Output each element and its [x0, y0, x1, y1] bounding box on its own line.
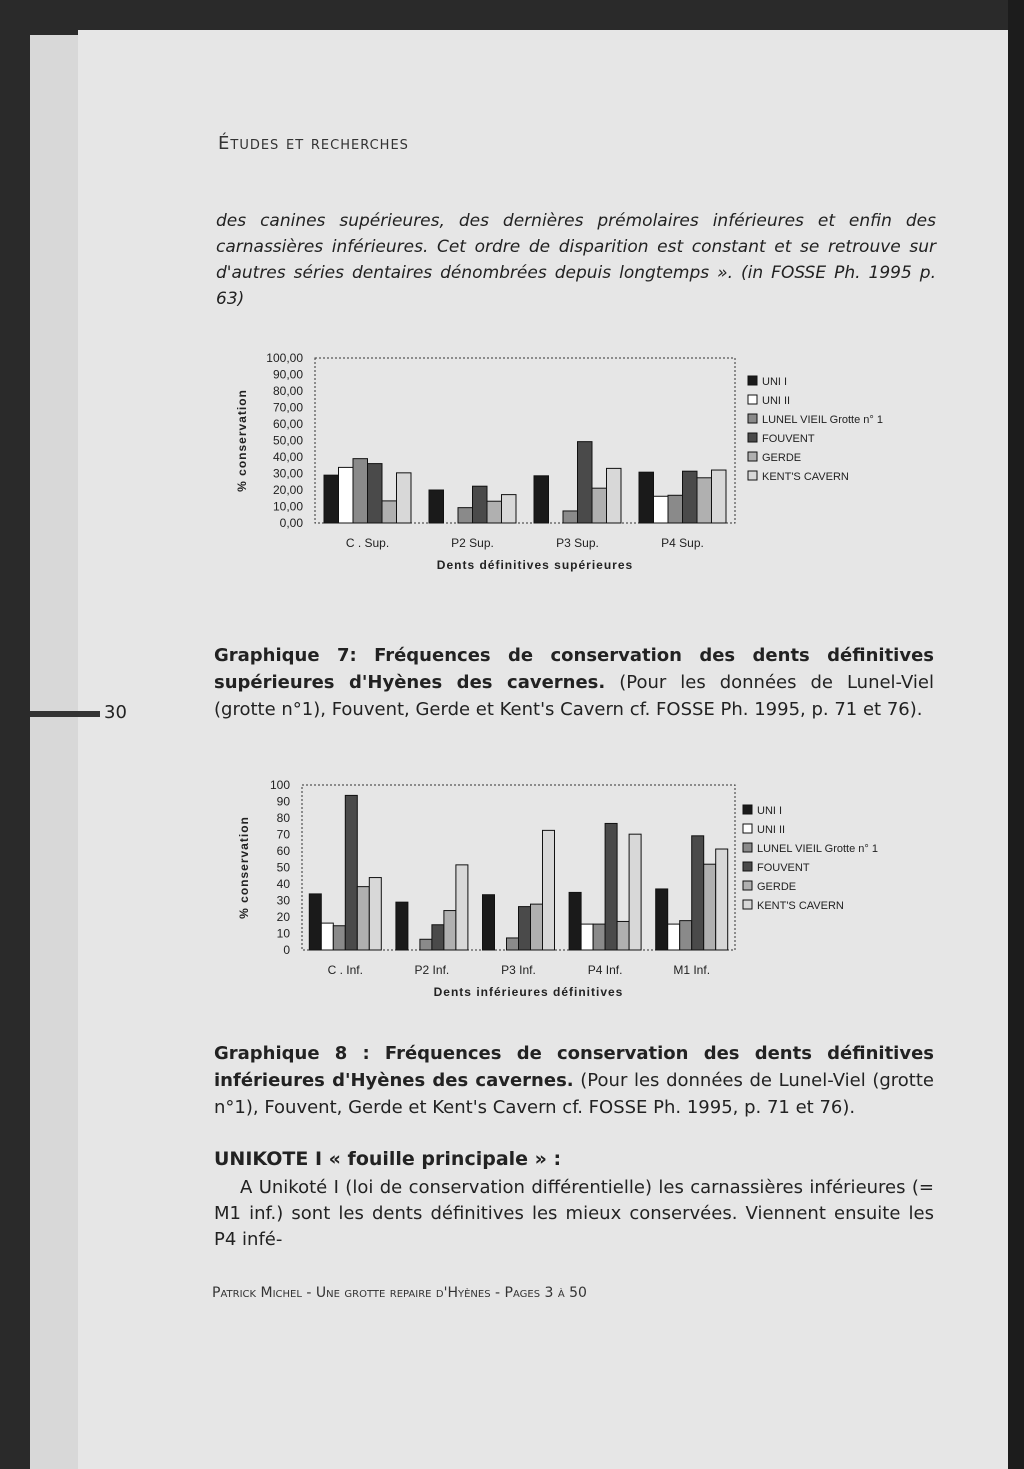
x-axis-label: Dents définitives supérieures [436, 558, 634, 572]
legend-swatch [743, 843, 752, 852]
bar-fouvent [605, 823, 617, 950]
binding-edge [1008, 0, 1024, 1469]
chart-graphique-8 [230, 772, 930, 1007]
bar-lunel-vieil-grotte-n-1 [593, 924, 605, 950]
x-tick-label: P3 Inf. [501, 963, 536, 977]
legend-label: UNI II [762, 395, 791, 407]
caption-graphique-7 [214, 642, 934, 723]
bar-lunel-vieil-grotte-n-1 [563, 511, 578, 523]
bar-gerde [382, 501, 397, 523]
bar-kent-s-cavern [456, 865, 468, 950]
legend-label: FOUVENT [762, 433, 815, 445]
y-tick-label: 100 [269, 778, 290, 792]
legend-label: GERDE [757, 881, 797, 893]
y-tick-label: 50,00 [272, 433, 303, 448]
bar-lunel-vieil-grotte-n-1 [458, 508, 473, 523]
page-number-bar [30, 711, 100, 717]
legend-label: UNI II [757, 824, 786, 836]
y-tick-label: 90,00 [272, 367, 303, 382]
legend-swatch [748, 452, 757, 461]
legend-label: UNI I [757, 805, 783, 817]
bar-uni-ii [654, 496, 669, 523]
x-tick-label: C . Inf. [327, 963, 363, 977]
legend-label: UNI I [762, 376, 788, 388]
bar-fouvent [345, 795, 357, 950]
bar-fouvent [473, 486, 488, 523]
legend-swatch [743, 824, 752, 833]
legend-swatch [748, 414, 757, 423]
caption-note: (Pour les données de Lunel-Viel (grotte n°1), Fouvent, Gerde et Kent's Cavern cf. FOSSE Ph. 1995, p. 71 et 76). [214, 672, 934, 720]
bar-gerde [704, 864, 716, 950]
y-tick-label: 20,00 [272, 483, 303, 497]
bar-fouvent [368, 464, 383, 523]
legend-swatch [743, 805, 752, 814]
legend-label: LUNEL VIEIL Grotte n° 1 [762, 414, 883, 426]
bar-fouvent [519, 907, 531, 950]
bar-uni-i [324, 475, 339, 523]
y-tick-label: 80,00 [272, 384, 303, 398]
bar-uni-i [639, 472, 654, 523]
bar-lunel-vieil-grotte-n-1 [420, 939, 432, 950]
bar-lunel-vieil-grotte-n-1 [353, 459, 368, 523]
caption-title: Graphique 8 : Fréquences de conservation des dents définitives inférieures d'Hyènes des cavernes. [214, 1043, 934, 1091]
x-tick-label: P2 Inf. [414, 963, 450, 977]
page-stack-edge [30, 35, 81, 1469]
legend-swatch [743, 881, 752, 890]
bar-uni-ii [339, 467, 354, 523]
y-tick-label: 10,00 [272, 499, 303, 514]
bar-kent-s-cavern [716, 849, 728, 950]
bar-gerde [487, 501, 502, 523]
legend-label: GERDE [762, 452, 802, 464]
y-tick-label: 60,00 [272, 417, 303, 431]
y-tick-label: 40,00 [272, 450, 303, 464]
y-tick-label: 70,00 [272, 400, 303, 415]
bar-kent-s-cavern [397, 473, 412, 523]
y-tick-label: 10 [276, 926, 290, 941]
legend-label: FOUVENT [757, 862, 810, 874]
y-tick-label: 30 [276, 893, 290, 908]
legend-swatch [743, 862, 752, 871]
y-tick-label: 0 [283, 943, 290, 957]
y-tick-label: 0,00 [279, 516, 303, 530]
y-tick-label: 50 [276, 860, 290, 875]
legend-swatch [748, 471, 757, 480]
y-tick-label: 40 [276, 877, 290, 891]
bar-fouvent [578, 442, 593, 523]
bar-lunel-vieil-grotte-n-1 [507, 938, 519, 950]
bar-uni-i [483, 895, 495, 950]
bar-uni-i [429, 490, 444, 523]
running-head: Études et recherches [218, 133, 409, 154]
bar-fouvent [692, 836, 704, 950]
bar-gerde [357, 887, 369, 950]
y-tick-label: 30,00 [272, 466, 303, 481]
bar-uni-i [534, 476, 549, 523]
y-tick-label: 70 [276, 827, 290, 842]
legend-swatch [748, 395, 757, 404]
section-heading: UNIKOTE I « fouille principale » : [214, 1148, 562, 1170]
bar-gerde [592, 488, 607, 523]
bar-fouvent [432, 925, 444, 950]
caption-title: Graphique 7: Fréquences de conservation des dents définitives supérieures d'Hyènes des cavernes. [214, 645, 934, 693]
bar-fouvent [683, 471, 698, 523]
bar-uni-i [656, 889, 668, 950]
bar-kent-s-cavern [712, 470, 727, 523]
y-tick-label: 20 [276, 910, 290, 924]
x-tick-label: P4 Sup. [661, 536, 704, 550]
bar-kent-s-cavern [607, 468, 622, 523]
bar-gerde [531, 904, 543, 950]
bar-kent-s-cavern [502, 495, 517, 523]
y-axis-label: % conservation [235, 389, 249, 492]
bar-kent-s-cavern [629, 834, 641, 950]
legend-swatch [748, 376, 757, 385]
x-tick-label: P4 Inf. [587, 963, 623, 977]
bar-lunel-vieil-grotte-n-1 [333, 926, 345, 950]
chart-graphique-7 [230, 345, 930, 580]
legend-label: LUNEL VIEIL Grotte n° 1 [757, 843, 878, 855]
bar-lunel-vieil-grotte-n-1 [680, 921, 692, 950]
y-tick-label: 100,00 [266, 351, 303, 365]
bar-kent-s-cavern [369, 878, 381, 950]
y-tick-label: 80 [276, 811, 290, 825]
bar-uni-ii [668, 924, 680, 950]
bar-gerde [697, 478, 712, 523]
bar-lunel-vieil-grotte-n-1 [668, 495, 683, 523]
bar-uni-i [569, 892, 581, 950]
quote-paragraph: des canines supérieures, des dernières prémolaires inférieures et enfin des carnassières inférieures. Cet ordre de disparition est constant et se retrouve sur d'autres séries dentaires dénombrées depuis longtemps ». (in FOSSE Ph. 1995 p. 63) [216, 211, 936, 309]
x-tick-label: M1 Inf. [673, 963, 711, 977]
footer: Patrick Michel - Une grotte repaire d'Hyènes - Pages 3 à 50 [212, 1285, 587, 1301]
bar-kent-s-cavern [543, 830, 555, 950]
caption-note: (Pour les données de Lunel-Viel (grotte n°1), Fouvent, Gerde et Kent's Cavern cf. FOSSE Ph. 1995, p. 71 et 76). [214, 1070, 934, 1118]
bar-uni-i [309, 894, 321, 950]
page-number: 30 [104, 702, 127, 723]
bar-gerde [444, 911, 456, 950]
legend-label: KENT'S CAVERN [762, 471, 849, 483]
bar-uni-i [396, 902, 408, 950]
y-tick-label: 90 [276, 794, 290, 809]
y-tick-label: 60 [276, 844, 290, 858]
section-paragraph: A Unikoté I (loi de conservation différentielle) les carnassières inférieures (= M1 inf.) sont les dents définitives les mieux conservées. Viennent ensuite les P4 infé- [214, 1177, 934, 1250]
legend-swatch [748, 433, 757, 442]
legend-label: KENT'S CAVERN [757, 900, 844, 912]
caption-graphique-8 [214, 1040, 934, 1121]
bar-uni-ii [321, 923, 333, 950]
y-axis-label: % conservation [237, 816, 251, 919]
x-tick-label: P3 Sup. [556, 536, 599, 550]
x-axis-label: Dents inférieures définitives [433, 985, 624, 999]
bar-gerde [617, 921, 629, 950]
legend-swatch [743, 900, 752, 909]
x-tick-label: C . Sup. [345, 536, 390, 550]
x-tick-label: P2 Sup. [451, 536, 494, 550]
bar-uni-ii [581, 924, 593, 950]
